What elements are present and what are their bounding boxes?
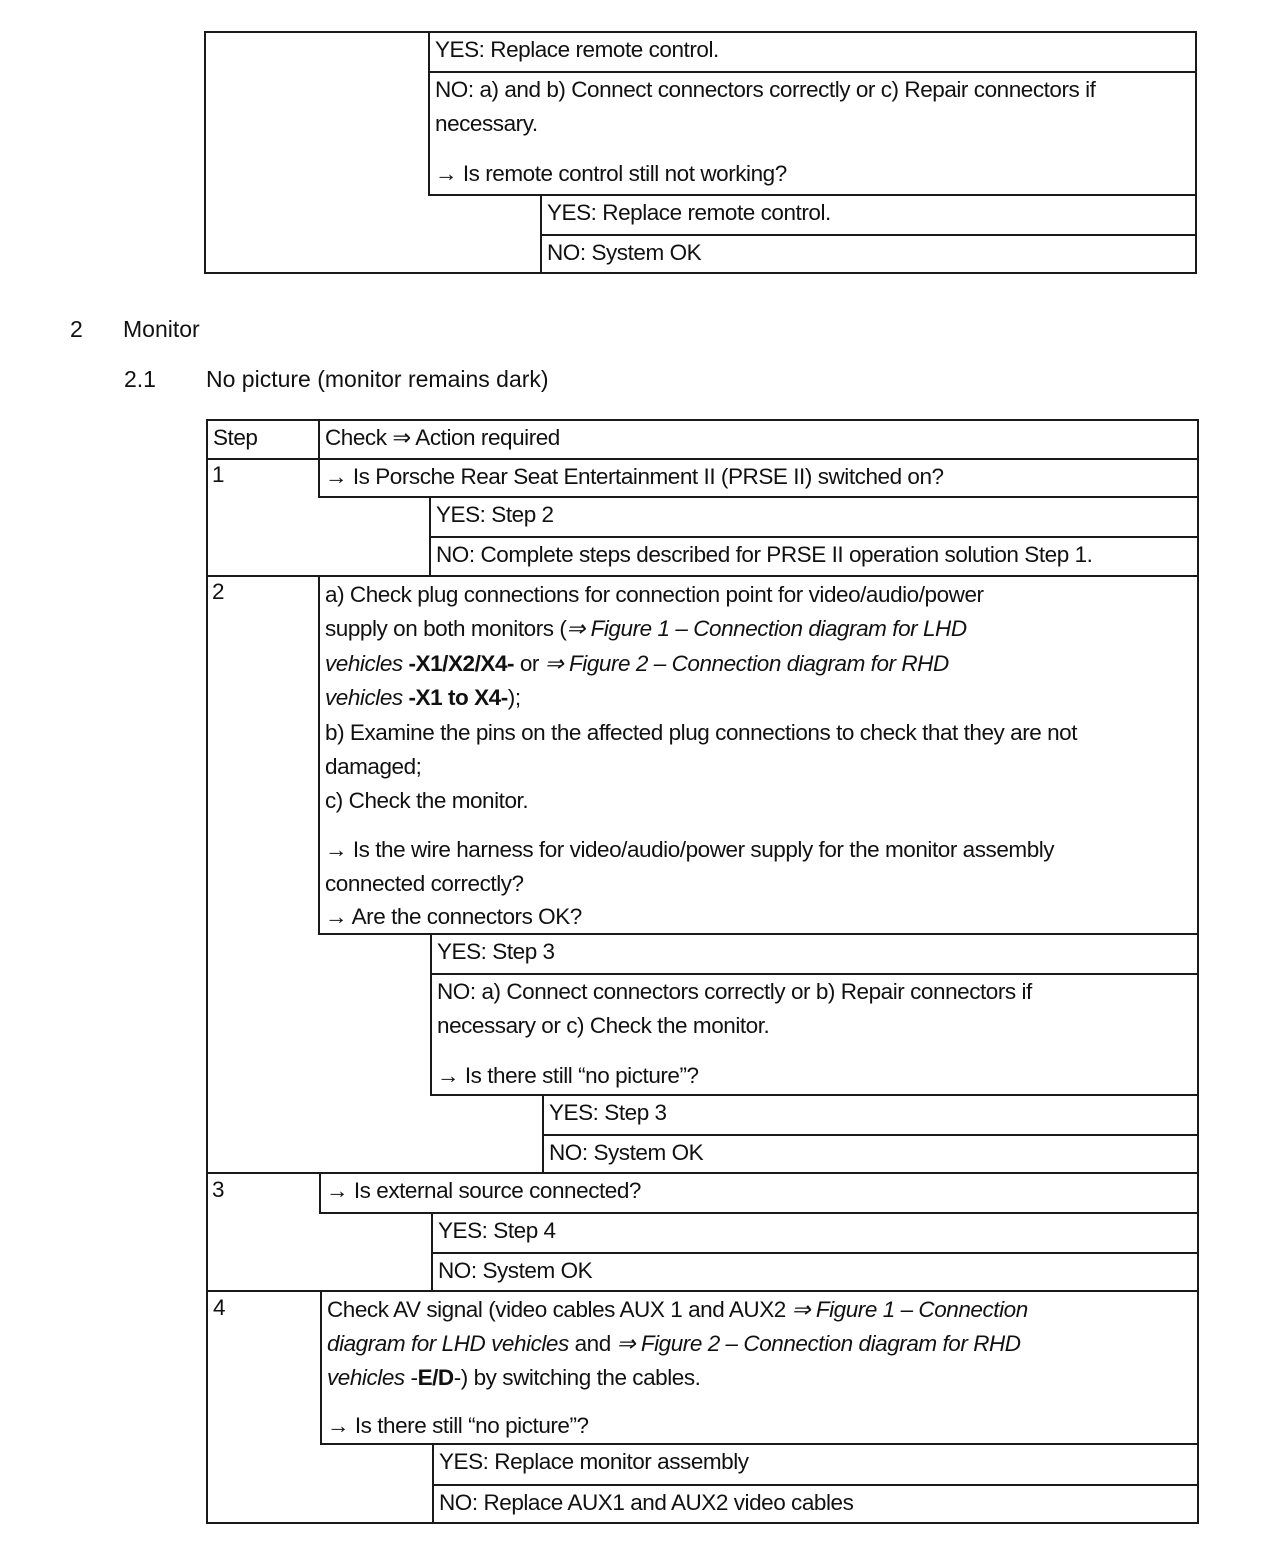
step4-no: NO: Replace AUX1 and AUX2 video cables [439,1490,854,1515]
section-title: Monitor [123,316,200,342]
top-no-ok: NO: System OK [547,240,702,265]
step1-question: → Is Porsche Rear Seat Entertainment II (PRSE II) switched on? [325,464,944,489]
top-yes-replace-2-cell [540,194,1197,236]
step4-line2: diagram for LHD vehicles and ⇒ Figure 2 – Connection diagram for RHD [327,1331,1021,1356]
step2-line10: → Are the connectors OK? [325,904,582,929]
step2-no2-cell [542,1134,1199,1174]
top-no-ok-cell [540,234,1197,274]
step4-yes: YES: Replace monitor assembly [439,1449,749,1474]
step2-no-line1: NO: a) Connect connectors correctly or b) Repair connectors if [437,979,1032,1004]
step3-no-cell [431,1252,1199,1292]
step3-question-cell [319,1172,1199,1214]
step3-no: NO: System OK [438,1258,593,1283]
step2-line7: c) Check the monitor. [325,788,529,813]
section-number: 2 [70,316,83,342]
step2-line8: → Is the wire harness for video/audio/power supply for the monitor assembly [325,837,1055,862]
top-yes-replace-cell [428,31,1197,73]
step2-yes-cell [430,933,1199,975]
top-yes-replace-2: YES: Replace remote control. [547,200,831,225]
header-check: Check ⇒ Action required [325,425,560,450]
top-no-connect-line1: NO: a) and b) Connect connectors correctly or c) Repair connectors if [435,77,1096,102]
step4-number: 4 [213,1295,226,1320]
step2-line1: a) Check plug connections for connection point for video/audio/power [325,582,984,607]
subsection-number: 2.1 [124,366,156,392]
step1-question-cell [318,458,1199,498]
step2-no-cell [430,973,1199,1096]
step2-line9: connected correctly? [325,871,524,896]
step2-yes2-cell [542,1094,1199,1136]
step2-line6: damaged; [325,754,422,779]
step3-question: → Is external source connected? [326,1178,641,1203]
step3-yes-cell [431,1212,1199,1254]
subsection-title: No picture (monitor remains dark) [206,366,549,392]
step2-line5: b) Examine the pins on the affected plug connections to check that they are not [325,720,1078,745]
header-step: Step [213,425,258,450]
step1-number: 1 [212,462,225,487]
step2-no-line2: necessary or c) Check the monitor. [437,1013,770,1038]
step2-no2: NO: System OK [549,1140,704,1165]
top-no-connect-line2: necessary. [435,111,538,136]
step3-yes: YES: Step 4 [438,1218,556,1243]
step1-yes: YES: Step 2 [436,502,554,527]
step2-check-cell [318,575,1199,935]
step2-number: 2 [212,579,225,604]
step1-no: NO: Complete steps described for PRSE II operation solution Step 1. [436,542,1093,567]
step2-yes: YES: Step 3 [437,939,555,964]
step3-number: 3 [212,1177,225,1202]
step2-yes2: YES: Step 3 [549,1100,667,1125]
step2-no-question: → Is there still “no picture”? [437,1063,699,1088]
header-step-cell [206,419,320,460]
step4-question: → Is there still “no picture”? [327,1413,589,1438]
step2-line4: vehicles -X1 to X4-); [325,685,521,710]
step4-no-cell [432,1484,1199,1524]
step4-yes-cell [432,1443,1199,1486]
step1-yes-cell [429,496,1199,538]
step1-no-cell [429,536,1199,577]
step2-line3: vehicles -X1/X2/X4- or ⇒ Figure 2 – Connection diagram for RHD [325,651,949,676]
top-still-not-working: → Is remote control still not working? [435,161,787,186]
step4-line1: Check AV signal (video cables AUX 1 and AUX2 ⇒ Figure 1 – Connection [327,1297,1028,1322]
step2-line2: supply on both monitors (⇒ Figure 1 – Connection diagram for LHD [325,616,967,641]
step4-line3: vehicles -E/D-) by switching the cables. [327,1365,701,1390]
top-no-connect-cell [428,71,1197,196]
top-yes-replace: YES: Replace remote control. [435,37,719,62]
header-check-cell [318,419,1199,460]
step4-check-cell [320,1290,1199,1445]
